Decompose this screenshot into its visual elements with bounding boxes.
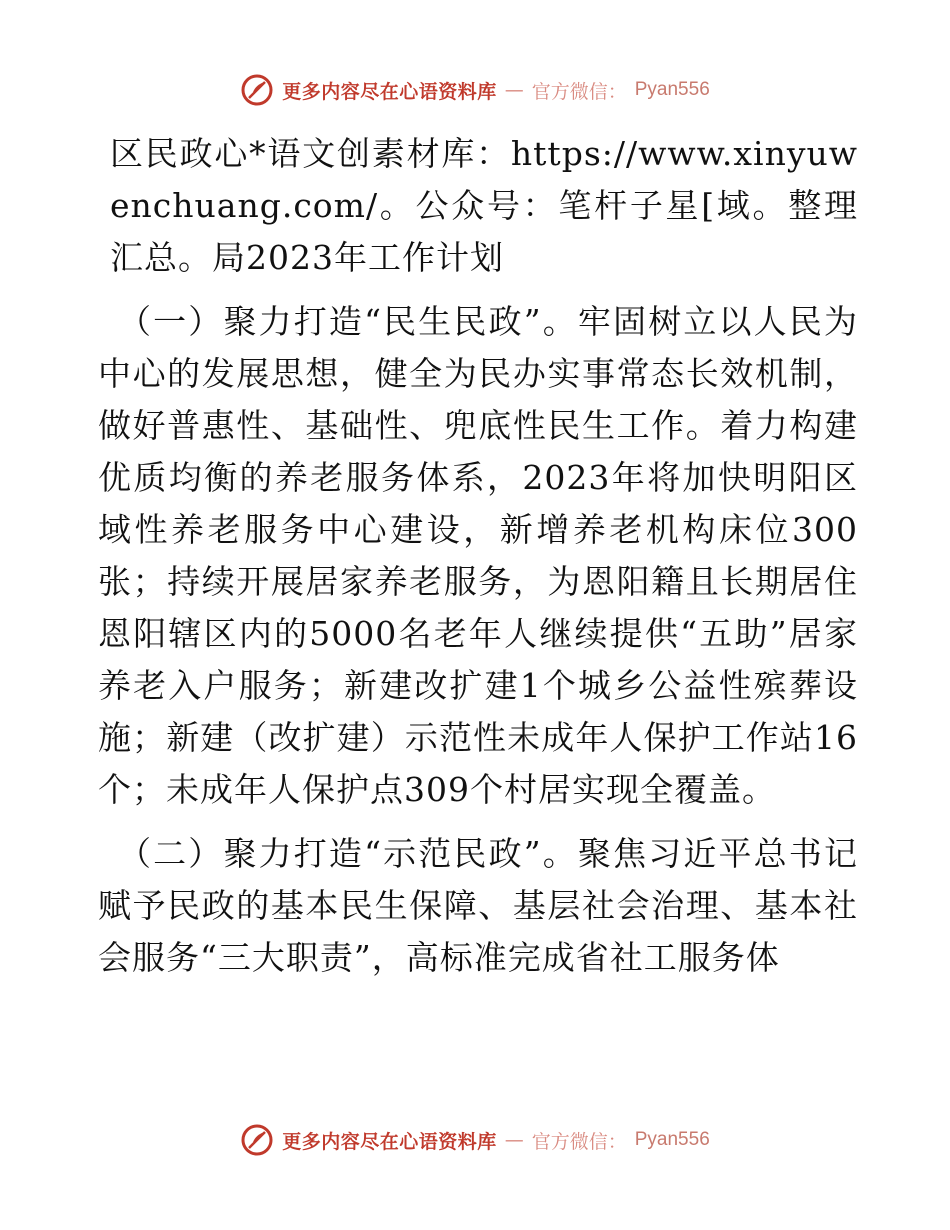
watermark-banner-bottom xyxy=(0,1120,950,1160)
watermark-banner-top xyxy=(0,70,950,110)
watermark-text: 更多内容尽在心语资料库 xyxy=(282,1130,497,1153)
document-body xyxy=(98,128,858,984)
section-paragraph-1: （一）聚力打造“民生民政”。牢固树立以人民为中心的发展思想，健全为民办实事常态长效机制，做好普惠性、基础性、兜底性民生工作。着力构建优质均衡的养老服务体系，2023年将加快明阳区域性养老服务中心建设，新增养老机构床位300张；持续开展居家养老服务，为恩阳籍且长期居住恩阳辖区内的5000名老年人继续提供“五助”居家养老入户服务；新建改扩建1个城乡公益性殡葬设施；新建（改扩建）示范性未成年人保护工作站16个；未成年人保护点309个村居实现全覆盖。 xyxy=(98,302,858,809)
wechat-id: Pyan556 xyxy=(634,79,710,100)
intro-paragraph: 区民政心*语文创素材库：https://www.xinyuwenchuang.com/。公众号：笔杆子星[域。整理汇总。局2023年工作计划 xyxy=(110,134,858,277)
feather-logo-icon xyxy=(240,73,274,107)
wechat-label: 官方微信： xyxy=(531,80,627,103)
watermark-separator: — xyxy=(504,1129,524,1151)
wechat-label: 官方微信： xyxy=(531,1130,627,1153)
watermark-separator: — xyxy=(504,79,524,101)
section-paragraph-2: （二）聚力打造“示范民政”。聚焦习近平总书记赋予民政的基本民生保障、基层社会治理、基本社会服务“三大职责”，高标准完成省社工服务体 xyxy=(98,834,858,977)
watermark-text: 更多内容尽在心语资料库 xyxy=(282,80,497,103)
wechat-id: Pyan556 xyxy=(634,1129,710,1150)
feather-logo-icon xyxy=(240,1123,274,1157)
